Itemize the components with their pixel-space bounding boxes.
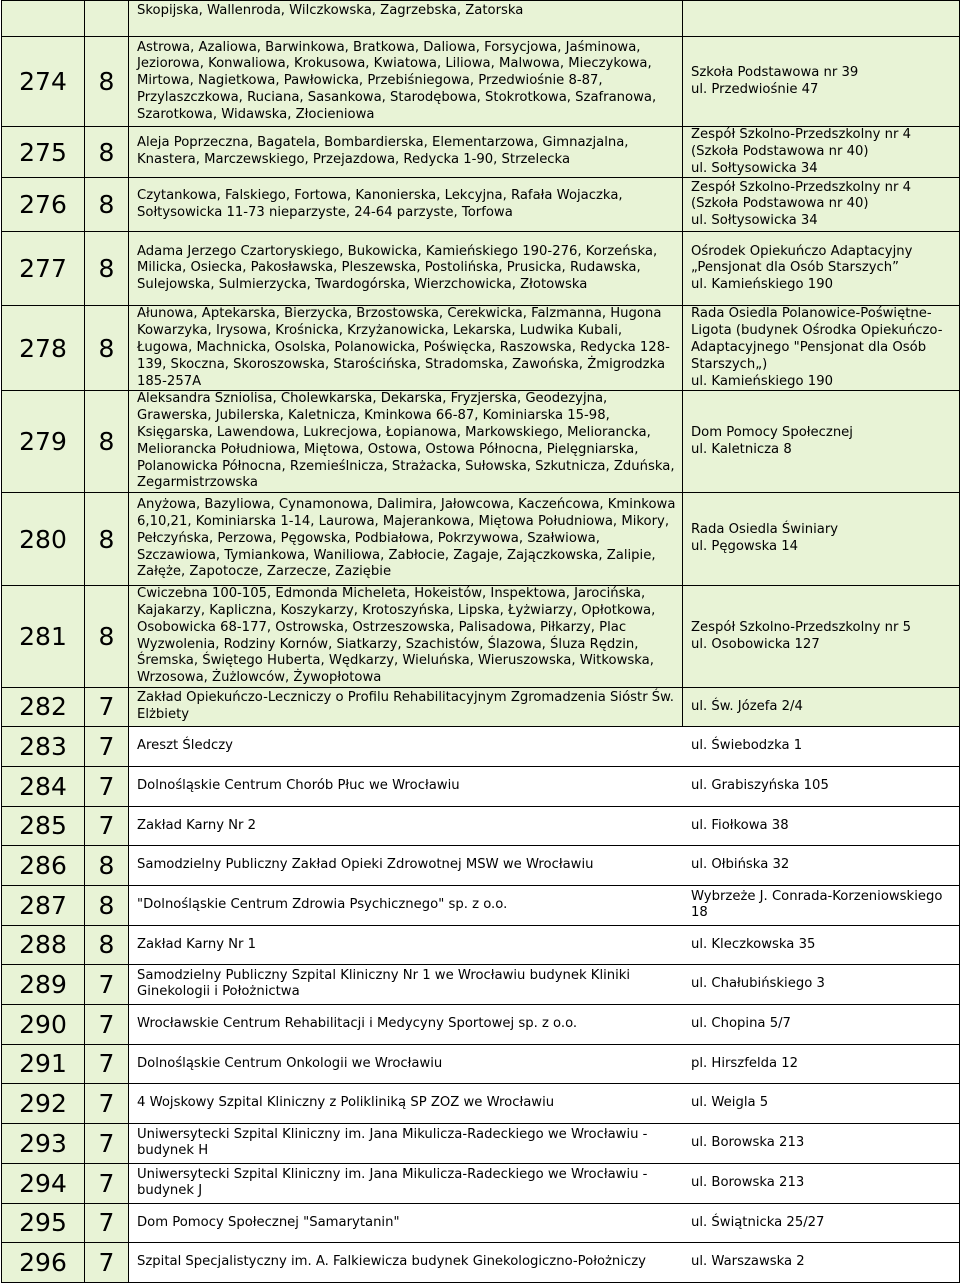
institution-cell [129,726,960,766]
district-table-body [2,1,960,1283]
institution-name: Dom Pomocy Społecznej "Samarytanin" [137,1214,400,1230]
institution-cell [129,925,960,964]
district-number: 296 [2,1242,85,1282]
seat-cell: Zespół Szkolno-Przedszkolny nr 5 ul. Osobowicka 127 [683,586,960,688]
institution-address: pl. Hirszfelda 12 [691,1055,799,1071]
institution-name: Areszt Śledczy [137,738,233,754]
institution-name: Uniwersytecki Szpital Kliniczny im. Jana Mikulicza-Radeckiego we Wrocławiu - budynek J [137,1166,648,1199]
table-row [2,885,960,925]
institution-name: "Dolnośląskie Centrum Zdrowia Psychicznego" sp. z o.o. [137,897,508,913]
institution-cell [129,1242,960,1282]
table-row [2,306,960,391]
district-number: 294 [2,1163,85,1203]
seat-cell: Zespół Szkolno-Przedszkolny nr 4 (Szkoła Podstawowa nr 40) ul. Sołtysowicka 34 [683,127,960,178]
seat-cell: Rada Osiedla Polanowice-Poświętne-Ligota (budynek Ośrodka Opiekuńczo-Adaptacyjnego "Pensjonat dla Osób Starszych„) ul. Kamieńskiego 190 [683,306,960,391]
institution-address: ul. Świątnicka 25/27 [691,1214,825,1230]
table-row [2,1,960,37]
table-row [2,845,960,885]
member-count: 8 [85,232,129,306]
institution-cell [129,964,960,1004]
institution-cell [129,1123,960,1163]
seat-cell: Szkoła Podstawowa nr 39 ul. Przedwiośnie 47 [683,37,960,127]
district-number: 290 [2,1004,85,1044]
streets-cell: Ćwiczebna 100-105, Edmonda Micheleta, Hokeistów, Inspektowa, Jarocińska, Kajakarzy, Kapliczna, Koszykarzy, Krotoszyńska, Lipska, Łyżwiarzy, Opłotkowa, Osobowicka 68-177, Ostrowska, Ostrzeszowska, Palisadowa, Piłkarzy, Plac Wyzwolenia, Rodziny Kornów, Siatkarzy, Szachistów, Ślazowa, Śluza Rędzin, Śremska, Świętego Huberta, Wędkarzy, Wieluńska, Wieruszowska, Witkowska, Wrzosowa, Żużlowców, Żywopłotowa [129,586,683,688]
member-count: 8 [85,391,129,493]
institution-name: 4 Wojskowy Szpital Kliniczny z Polikliniką SP ZOZ we Wrocławiu [137,1095,555,1111]
member-count: 8 [85,178,129,232]
district-number: 276 [2,178,85,232]
institution-address: ul. Chałubińskiego 3 [691,976,825,992]
table-row [2,726,960,766]
member-count: 8 [85,925,129,964]
institution-line [137,937,955,954]
district-number: 279 [2,391,85,493]
institution-line [137,1215,955,1232]
member-count: 8 [85,306,129,391]
institution-name: Samodzielny Publiczny Zakład Opieki Zdrowotnej MSW we Wrocławiu [137,857,594,873]
institution-cell [129,1083,960,1123]
count-cell [85,1,129,37]
district-number: 282 [2,687,85,726]
streets-cell: Skopijska, Wallenroda, Wilczkowska, Zagrzebska, Zatorska [129,1,683,37]
seat-cell: Rada Osiedla Świniary ul. Pęgowska 14 [683,493,960,586]
streets-cell: Aleja Poprzeczna, Bagatela, Bombardierska, Elementarzowa, Gimnazjalna, Knastera, Marczewskiego, Przejazdowa, Redycka 1-90, Strzelecka [129,127,683,178]
district-number: 288 [2,925,85,964]
table-row [2,766,960,806]
institution-cell [129,1044,960,1083]
district-number: 293 [2,1123,85,1163]
institution-line [137,738,955,755]
institution-address: ul. Chopina 5/7 [691,1016,791,1032]
table-row [2,1203,960,1242]
table-row [2,586,960,688]
institution-line [137,1095,955,1112]
district-number: 274 [2,37,85,127]
institution-line [137,818,955,835]
district-number: 287 [2,885,85,925]
institution-address: ul. Ołbińska 32 [691,857,790,873]
institution-line [137,1254,955,1271]
institution-line [137,778,955,795]
institution-name: Wrocławskie Centrum Rehabilitacji i Medycyny Sportowej sp. z o.o. [137,1016,578,1032]
institution-line [137,1127,955,1161]
member-count: 8 [85,885,129,925]
table-row [2,806,960,845]
table-row [2,1163,960,1203]
table-row [2,127,960,178]
member-count: 7 [85,1123,129,1163]
number-cell [2,1,85,37]
institution-name: Uniwersytecki Szpital Kliniczny im. Jana Mikulicza-Radeckiego we Wrocławiu - budynek H [137,1126,648,1159]
institution-cell [129,766,960,806]
streets-cell: Zakład Opiekuńczo-Leczniczy o Profilu Rehabilitacyjnym Zgromadzenia Sióstr Św. Elżbiety [129,687,683,726]
district-number: 281 [2,586,85,688]
streets-cell: Ałunowa, Aptekarska, Bierzycka, Brzostowska, Cerekwicka, Falzmanna, Hugona Kowarzyka, Irysowa, Krośnicka, Krzyżanowicka, Lekarska, Ludwika Kubali, Ługowa, Machnicka, Osolska, Polanowicka, Poświęcka, Raszowska, Redycka 128-139, Skoczna, Skoroszowska, Starościńska, Stradomska, Zawońska, Żmigrodzka 185-257A [129,306,683,391]
institution-line [137,889,955,923]
member-count: 8 [85,845,129,885]
institution-cell [129,1163,960,1203]
institution-address: ul. Grabiszyńska 105 [691,778,829,794]
district-table [1,0,960,1283]
institution-address: ul. Fiołkowa 38 [691,817,789,833]
member-count: 7 [85,1004,129,1044]
institution-line [137,968,955,1002]
member-count: 7 [85,1044,129,1083]
institution-address: Wybrzeże J. Conrada-Korzeniowskiego 18 [691,888,943,921]
streets-cell: Aleksandra Szniolisa, Cholewkarska, Dekarska, Fryzjerska, Geodezyjna, Grawerska, Jubilerska, Kaletnicza, Kminkowa 66-87, Kominiarska 15-98, Księgarska, Lawendowa, Lukrecjowa, Łopianowa, Markowskiego, Meliorancka, Meliorancka Południowa, Miętowa, Ostowa, Ostowa Północna, Pielęgniarska, Polanowicka Północna, Rzemieślnicza, Strażacka, Sułowska, Szkutnicza, Zduńska, Zegarmistrzowska [129,391,683,493]
district-number: 275 [2,127,85,178]
district-number: 295 [2,1203,85,1242]
table-row [2,232,960,306]
institution-name: Samodzielny Publiczny Szpital Kliniczny Nr 1 we Wrocławiu budynek Kliniki Ginekologii i Położnictwa [137,967,631,1000]
streets-cell: Astrowa, Azaliowa, Barwinkowa, Bratkowa, Daliowa, Forsycjowa, Jaśminowa, Jeziorowa, Konwaliowa, Krokusowa, Kwiatowa, Liliowa, Malwowa, Mieczykowa, Mirtowa, Nagietkowa, Pawłowicka, Przebiśniegowa, Przedwiośnie 8-87, Przylaszczkowa, Ruciana, Sasankowa, Starodębowa, Stokrotkowa, Szafranowa, Szarotkowa, Widawska, Złocieniowa [129,37,683,127]
institution-cell [129,885,960,925]
seat-cell: Ośrodek Opiekuńczo Adaptacyjny „Pensjonat dla Osób Starszych” ul. Kamieńskiego 190 [683,232,960,306]
table-row [2,391,960,493]
table-row [2,1123,960,1163]
table-row [2,1083,960,1123]
institution-line [137,857,955,874]
district-number: 277 [2,232,85,306]
streets-cell: Anyżowa, Bazyliowa, Cynamonowa, Dalimira, Jałowcowa, Kaczeńcowa, Kminkowa 6,10,21, Kominiarska 1-14, Laurowa, Majerankowa, Miętowa Południowa, Mikory, Pełczyńska, Perzowa, Pęgowska, Podbiałowa, Pokrzywowa, Szałwiowa, Szczawiowa, Tymiankowa, Waniliowa, Zabłocie, Zagaje, Zajączkowska, Zalipie, Załęże, Zapotocze, Zarzecze, Zaziębie [129,493,683,586]
seat-cell: Dom Pomocy Społecznej ul. Kaletnicza 8 [683,391,960,493]
table-row [2,37,960,127]
institution-name: Dolnośląskie Centrum Onkologii we Wrocławiu [137,1055,443,1071]
seat-cell [683,1,960,37]
institution-cell [129,845,960,885]
member-count: 8 [85,586,129,688]
table-row [2,178,960,232]
table-row [2,925,960,964]
institution-address: ul. Borowska 213 [691,1135,805,1151]
institution-address: ul. Świebodzka 1 [691,738,803,754]
table-row [2,1044,960,1083]
institution-cell [129,806,960,845]
institution-address: ul. Borowska 213 [691,1175,805,1191]
institution-name: Zakład Karny Nr 1 [137,936,257,952]
institution-cell [129,1004,960,1044]
district-number: 291 [2,1044,85,1083]
district-number: 285 [2,806,85,845]
district-number: 284 [2,766,85,806]
member-count: 7 [85,1163,129,1203]
district-number: 278 [2,306,85,391]
table-row [2,964,960,1004]
member-count: 7 [85,964,129,1004]
institution-address: ul. Weigla 5 [691,1095,769,1111]
institution-cell [129,1203,960,1242]
member-count: 7 [85,1203,129,1242]
institution-address: ul. Warszawska 2 [691,1254,805,1270]
institution-line [137,1167,955,1201]
institution-line [137,1056,955,1073]
institution-name: Szpital Specjalistyczny im. A. Falkiewicza budynek Ginekologiczno-Położniczy [137,1254,646,1270]
table-row [2,687,960,726]
streets-cell: Adama Jerzego Czartoryskiego, Bukowicka, Kamieńskiego 190-276, Korzeńska, Milicka, Osiecka, Pakosławska, Pleszewska, Postolińska, Prusicka, Rudawska, Sulejowska, Sulmierzycka, Twardogórska, Wierzchowicka, Złotowska [129,232,683,306]
table-row [2,1004,960,1044]
institution-line [137,1016,955,1033]
table-row [2,493,960,586]
district-number: 280 [2,493,85,586]
member-count: 7 [85,1083,129,1123]
member-count: 8 [85,37,129,127]
institution-name: Dolnośląskie Centrum Chorób Płuc we Wrocławiu [137,778,460,794]
member-count: 7 [85,726,129,766]
district-number: 289 [2,964,85,1004]
institution-name: Zakład Karny Nr 2 [137,817,257,833]
seat-cell: ul. Św. Józefa 2/4 [683,687,960,726]
institution-address: ul. Kleczkowska 35 [691,936,816,952]
member-count: 7 [85,766,129,806]
member-count: 7 [85,1242,129,1282]
seat-cell: Zespół Szkolno-Przedszkolny nr 4 (Szkoła Podstawowa nr 40) ul. Sołtysowicka 34 [683,178,960,232]
member-count: 8 [85,493,129,586]
table-row [2,1242,960,1282]
district-number: 283 [2,726,85,766]
streets-cell: Czytankowa, Falskiego, Fortowa, Kanonierska, Lekcyjna, Rafała Wojaczka, Sołtysowicka 11-73 nieparzyste, 24-64 parzyste, Torfowa [129,178,683,232]
member-count: 7 [85,806,129,845]
district-number: 286 [2,845,85,885]
district-number: 292 [2,1083,85,1123]
member-count: 7 [85,687,129,726]
member-count: 8 [85,127,129,178]
